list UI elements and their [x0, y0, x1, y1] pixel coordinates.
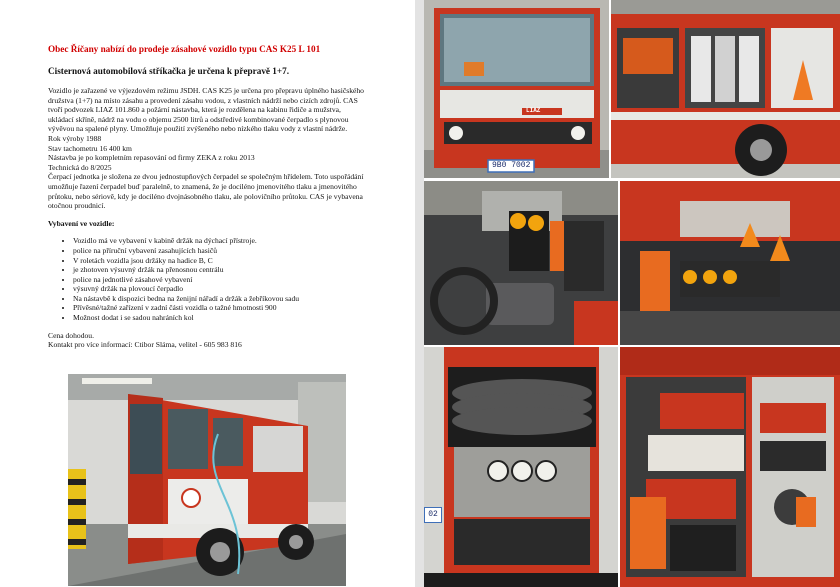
truck-garage-photo: [68, 374, 346, 586]
document-body: [48, 44, 368, 350]
equipment-item: • police na příruční vybavení zasahujících hasičů: [73, 246, 368, 256]
side-compartments-photo: [611, 0, 840, 178]
equipment-item: • výsuvný držák na plovoucí čerpadlo: [73, 284, 368, 294]
truck-front-photo: [424, 0, 609, 178]
front-brand: LIAZ: [526, 107, 541, 114]
year-line: Rok výroby 1988: [48, 133, 102, 143]
equipment-item: • V roletách vozidla jsou držáky na hadice B, C: [73, 256, 368, 266]
technical-line: Technická do 8/2025: [48, 162, 112, 172]
side-plate: 02: [424, 507, 442, 523]
rear-compartments-photo: [620, 347, 840, 587]
front-plate: 9B0 7002: [492, 161, 531, 170]
equipment-item: • Na nástavbě k dispozici bedna na ženijní nářadí a držák a žebříkovou sadu: [73, 294, 368, 304]
equipment-item: • Vozidlo má ve vybavení v kabině držák na dýchací přístroje.: [73, 236, 368, 246]
pump-reel-photo: [424, 347, 618, 587]
contact-line: Kontakt pro více informací: Ctibor Sláma, velitel - 605 983 816: [48, 340, 242, 350]
equipment-heading: Vybavení ve vozidle:: [48, 218, 115, 228]
equipment-list: [48, 236, 368, 322]
page-gap: [415, 0, 424, 587]
document-page: [0, 0, 415, 587]
intro-paragraph: Vozidlo je zařazené ve výjezdovém režimu JSDH. CAS K25 je určena pro přepravu úplného hasičského družstva (1+7) na místo zásahu a provedení zásahu vodou, z vlastních nádrží nebo cizích zdrojů. CAS tvoří podvozek LIAZ 101.860 a požární nástavba, která je rozdělena na kabinu řidiče a mužstva, ukládací skříně, nádrž na vodu o objemu 2500 litrů a odstředivé kombinované čerpadlo s plynovou vývěvou na spalené plyny. Umožňuje použití zvýšeného nebo nízkého tlaku vody z vlastní nádrže.: [48, 86, 364, 134]
equipment-item: • Možnost dodat i se sadou nahráních kol: [73, 313, 368, 323]
equipment-item: • je zhotoven výsuvný držák na přenosnou centrálu: [73, 265, 368, 275]
tacho-line: Stav tachometru 16 400 km: [48, 143, 132, 153]
renovation-line: Nástavba je po kompletním repasování od firmy ZEKA z roku 2013: [48, 153, 255, 163]
equipment-item: • Přívěsné/tažné zařízení v zadní části vozidla o tažné hmotnosti 900: [73, 303, 368, 313]
doc-subtitle: Cisternová automobilová stříkačka je určena k přepravě 1+7.: [48, 66, 290, 76]
photo-grid: [424, 0, 840, 587]
doc-title: Obec Říčany nabízí do prodeje zásahové vozidlo typu CAS K25 L 101: [48, 44, 321, 54]
equipment-item: • police na jednotlivé zásahové vybavení: [73, 275, 368, 285]
cabin-interior-photo: [424, 181, 618, 345]
pump-paragraph: Čerpací jednotka je složena ze dvou jednostupňových čerpadel se společným hřídelem. Toto uspořádání umožňuje řazení čerpadel buď paralelně, to znamená, že je dociléno jmenovitého tlaku a jmenovitého průtoku, nebo sériově, kdy je dociléno dvojnásobného tlaku, ale polovičního průtoku. CAS je vybavena otočnou proudnicí.: [48, 172, 364, 211]
price-line: Cena dohodou.: [48, 330, 94, 340]
crew-cabin-photo: [620, 181, 840, 345]
